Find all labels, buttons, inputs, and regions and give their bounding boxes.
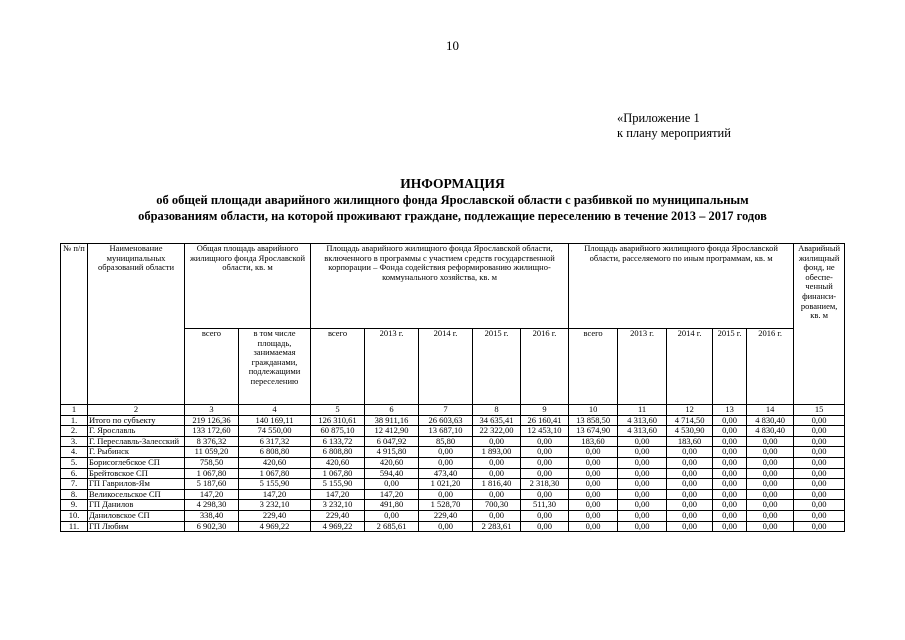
area-value: 6 902,30: [185, 521, 239, 532]
area-value: 4 714,50: [667, 415, 713, 426]
column-number: 5: [311, 405, 365, 416]
row-number: 7.: [61, 479, 88, 490]
row-number: 9.: [61, 500, 88, 511]
area-value: 0,00: [569, 457, 618, 468]
area-value: 3 232,10: [311, 500, 365, 511]
area-value: 0,00: [667, 479, 713, 490]
area-value: 1 067,80: [311, 468, 365, 479]
area-value: 0,00: [667, 489, 713, 500]
header-other-2014: 2014 г.: [667, 329, 713, 405]
area-value: 0,00: [713, 436, 747, 447]
area-value: 38 911,16: [365, 415, 419, 426]
area-value: 0,00: [747, 457, 794, 468]
area-value: 0,00: [365, 510, 419, 521]
area-value: 4 969,22: [239, 521, 311, 532]
document-title: [0, 176, 905, 224]
area-value: 147,20: [185, 489, 239, 500]
row-number: 3.: [61, 436, 88, 447]
title-line-2: об общей площади аварийного жилищного фонда Ярославской области с разбивкой по муниципальным: [156, 193, 749, 207]
row-number: 8.: [61, 489, 88, 500]
title-line-3: образованиям области, на которой проживают граждане, подлежащие переселению в течение 2013 – 2017 годов: [138, 209, 767, 223]
area-value: 0,00: [794, 500, 845, 511]
header-no-funding: Аварийный жилищный фонд, не обеспе-ченный финанси-рованием, кв. м: [794, 244, 845, 405]
municipality-name: ГП Любим: [88, 521, 185, 532]
table-row: [61, 521, 845, 532]
area-value: 6 808,80: [311, 447, 365, 458]
area-value: 0,00: [473, 489, 521, 500]
area-value: 0,00: [667, 500, 713, 511]
area-value: 0,00: [794, 436, 845, 447]
area-value: 1 021,20: [419, 479, 473, 490]
area-value: 0,00: [473, 457, 521, 468]
area-value: 2 318,30: [521, 479, 569, 490]
area-value: 4 915,80: [365, 447, 419, 458]
header-fund-area: Площадь аварийного жилищного фонда Ярославской области, включенного в программы с участием средств государственной корпорации – Фонда содействия реформированию жилищно-коммунального хозяйства, кв. м: [311, 244, 569, 329]
area-value: 0,00: [713, 426, 747, 437]
area-value: 700,30: [473, 500, 521, 511]
table-row: [61, 426, 845, 437]
area-value: 0,00: [521, 457, 569, 468]
area-value: 0,00: [569, 468, 618, 479]
area-value: 0,00: [667, 457, 713, 468]
area-value: 34 635,41: [473, 415, 521, 426]
area-value: 0,00: [794, 489, 845, 500]
area-value: 0,00: [747, 447, 794, 458]
title-main: ИНФОРМАЦИЯ: [400, 176, 505, 191]
area-value: 0,00: [419, 457, 473, 468]
area-value: 0,00: [569, 447, 618, 458]
area-value: 0,00: [618, 500, 667, 511]
row-number: 10.: [61, 510, 88, 521]
area-value: 0,00: [747, 521, 794, 532]
area-value: 13 858,50: [569, 415, 618, 426]
area-value: 0,00: [794, 510, 845, 521]
area-value: 0,00: [569, 489, 618, 500]
area-value: 2 685,61: [365, 521, 419, 532]
area-value: 4 830,40: [747, 415, 794, 426]
area-value: 0,00: [618, 447, 667, 458]
area-value: 0,00: [667, 521, 713, 532]
area-value: 0,00: [521, 510, 569, 521]
column-number: 8: [473, 405, 521, 416]
row-number: 6.: [61, 468, 88, 479]
area-value: 4 313,60: [618, 415, 667, 426]
area-value: 0,00: [747, 436, 794, 447]
area-value: 0,00: [618, 468, 667, 479]
header-row-1: [61, 244, 845, 329]
area-value: 229,40: [239, 510, 311, 521]
area-value: 3 232,10: [239, 500, 311, 511]
area-value: 0,00: [521, 489, 569, 500]
area-value: 0,00: [747, 489, 794, 500]
table-row: [61, 457, 845, 468]
area-value: 219 126,36: [185, 415, 239, 426]
area-value: 1 528,70: [419, 500, 473, 511]
area-value: 1 067,80: [239, 468, 311, 479]
municipality-name: Г. Рыбинск: [88, 447, 185, 458]
area-value: 6 808,80: [239, 447, 311, 458]
area-value: 4 313,60: [618, 426, 667, 437]
table-row: [61, 415, 845, 426]
area-value: 12 412,90: [365, 426, 419, 437]
area-value: 147,20: [311, 489, 365, 500]
municipality-name: Г. Ярославль: [88, 426, 185, 437]
area-value: 0,00: [569, 510, 618, 521]
municipality-name: Даниловское СП: [88, 510, 185, 521]
table-row: [61, 500, 845, 511]
area-value: 0,00: [713, 500, 747, 511]
page-number: 10: [446, 38, 459, 53]
area-value: 0,00: [747, 510, 794, 521]
appendix-line-2: к плану мероприятий: [617, 126, 731, 140]
table-body: [61, 405, 845, 532]
header-other-2016: 2016 г.: [747, 329, 794, 405]
area-value: 22 322,00: [473, 426, 521, 437]
area-value: 0,00: [713, 510, 747, 521]
area-value: 2 283,61: [473, 521, 521, 532]
area-value: 0,00: [713, 457, 747, 468]
column-number: 6: [365, 405, 419, 416]
column-number: 1: [61, 405, 88, 416]
table-row: [61, 510, 845, 521]
area-value: 0,00: [713, 521, 747, 532]
area-value: 147,20: [239, 489, 311, 500]
area-value: 0,00: [419, 447, 473, 458]
header-fund-2013: 2013 г.: [365, 329, 419, 405]
header-name: Наименование муниципальных образований области: [88, 244, 185, 405]
area-value: 0,00: [794, 479, 845, 490]
area-value: 594,40: [365, 468, 419, 479]
area-value: 0,00: [794, 521, 845, 532]
row-number: 11.: [61, 521, 88, 532]
area-value: 85,80: [419, 436, 473, 447]
area-value: 0,00: [667, 447, 713, 458]
area-value: 0,00: [713, 447, 747, 458]
area-value: 60 875,10: [311, 426, 365, 437]
area-value: 0,00: [419, 489, 473, 500]
header-fund-2016: 2016 г.: [521, 329, 569, 405]
area-value: 0,00: [747, 468, 794, 479]
area-value: 74 550,00: [239, 426, 311, 437]
column-number: 2: [88, 405, 185, 416]
area-value: 0,00: [794, 447, 845, 458]
area-value: 473,40: [419, 468, 473, 479]
area-value: 4 969,22: [311, 521, 365, 532]
header-fund-2014: 2014 г.: [419, 329, 473, 405]
header-fund-2015: 2015 г.: [473, 329, 521, 405]
area-value: 126 310,61: [311, 415, 365, 426]
area-value: 5 187,60: [185, 479, 239, 490]
area-value: 0,00: [569, 479, 618, 490]
row-number: 4.: [61, 447, 88, 458]
area-value: 420,60: [365, 457, 419, 468]
area-value: 0,00: [618, 510, 667, 521]
area-value: 0,00: [794, 426, 845, 437]
area-value: 4 830,40: [747, 426, 794, 437]
header-other-total: всего: [569, 329, 618, 405]
area-value: 26 603,63: [419, 415, 473, 426]
area-value: 26 160,41: [521, 415, 569, 426]
column-number: 15: [794, 405, 845, 416]
area-value: 147,20: [365, 489, 419, 500]
row-number: 2.: [61, 426, 88, 437]
municipality-name: Итого по субъекту: [88, 415, 185, 426]
area-value: 8 376,32: [185, 436, 239, 447]
area-value: 420,60: [239, 457, 311, 468]
data-table: [60, 243, 845, 532]
row-number: 1.: [61, 415, 88, 426]
area-value: 338,40: [185, 510, 239, 521]
column-number-row: [61, 405, 845, 416]
area-value: 13 687,10: [419, 426, 473, 437]
appendix-reference: [617, 111, 731, 141]
municipality-name: Великосельское СП: [88, 489, 185, 500]
area-value: 0,00: [747, 479, 794, 490]
area-value: 0,00: [521, 468, 569, 479]
header-total: всего: [185, 329, 239, 405]
column-number: 11: [618, 405, 667, 416]
area-value: 0,00: [473, 436, 521, 447]
header-num: № п/п: [61, 244, 88, 405]
header-other-2013: 2013 г.: [618, 329, 667, 405]
area-value: 6 317,32: [239, 436, 311, 447]
area-value: 0,00: [618, 521, 667, 532]
header-other-area: Площадь аварийного жилищного фонда Ярославской области, расселяемого по иным программам, кв. м: [569, 244, 794, 329]
area-value: 6 047,92: [365, 436, 419, 447]
area-value: 0,00: [667, 468, 713, 479]
area-value: 12 453,10: [521, 426, 569, 437]
table-row: [61, 447, 845, 458]
column-number: 14: [747, 405, 794, 416]
header-other-2015: 2015 г.: [713, 329, 747, 405]
area-value: 0,00: [618, 436, 667, 447]
header-total-area: Общая площадь аварийного жилищного фонда Ярославской области, кв. м: [185, 244, 311, 329]
area-value: 183,60: [569, 436, 618, 447]
area-value: 0,00: [713, 468, 747, 479]
column-number: 9: [521, 405, 569, 416]
area-value: 491,80: [365, 500, 419, 511]
municipality-name: ГП Гаврилов-Ям: [88, 479, 185, 490]
appendix-line-1: «Приложение 1: [617, 111, 700, 125]
area-value: 0,00: [618, 489, 667, 500]
area-value: 229,40: [419, 510, 473, 521]
table-row: [61, 436, 845, 447]
area-value: 11 059,20: [185, 447, 239, 458]
municipality-name: Брейтовское СП: [88, 468, 185, 479]
column-number: 7: [419, 405, 473, 416]
area-value: 0,00: [419, 521, 473, 532]
area-value: 0,00: [713, 415, 747, 426]
area-value: 0,00: [794, 468, 845, 479]
municipality-name: Г. Переславль-Залесский: [88, 436, 185, 447]
area-value: 0,00: [365, 479, 419, 490]
area-value: 5 155,90: [311, 479, 365, 490]
area-value: 0,00: [569, 500, 618, 511]
area-value: 420,60: [311, 457, 365, 468]
municipality-name: ГП Данилов: [88, 500, 185, 511]
area-value: 13 674,90: [569, 426, 618, 437]
table-row: [61, 479, 845, 490]
area-value: 0,00: [521, 521, 569, 532]
area-value: 5 155,90: [239, 479, 311, 490]
area-value: 1 067,80: [185, 468, 239, 479]
area-value: 0,00: [473, 510, 521, 521]
area-value: 4 530,90: [667, 426, 713, 437]
area-value: 183,60: [667, 436, 713, 447]
header-occupied: в том числе площадь, занимаемая гражданами, подлежащими переселению: [239, 329, 311, 405]
area-value: 0,00: [747, 500, 794, 511]
area-value: 229,40: [311, 510, 365, 521]
area-value: 0,00: [618, 479, 667, 490]
area-value: 0,00: [618, 457, 667, 468]
column-number: 13: [713, 405, 747, 416]
area-value: 0,00: [794, 457, 845, 468]
column-number: 12: [667, 405, 713, 416]
municipality-name: Борисоглебское СП: [88, 457, 185, 468]
area-value: 0,00: [521, 447, 569, 458]
area-value: 0,00: [667, 510, 713, 521]
area-value: 0,00: [713, 489, 747, 500]
area-value: 758,50: [185, 457, 239, 468]
area-value: 0,00: [473, 468, 521, 479]
area-value: 1 893,00: [473, 447, 521, 458]
area-value: 0,00: [521, 436, 569, 447]
area-value: 4 298,30: [185, 500, 239, 511]
row-number: 5.: [61, 457, 88, 468]
area-value: 140 169,11: [239, 415, 311, 426]
table-row: [61, 468, 845, 479]
area-value: 0,00: [569, 521, 618, 532]
area-value: 6 133,72: [311, 436, 365, 447]
area-value: 0,00: [713, 479, 747, 490]
header-fund-total: всего: [311, 329, 365, 405]
column-number: 10: [569, 405, 618, 416]
area-value: 0,00: [794, 415, 845, 426]
area-value: 1 816,40: [473, 479, 521, 490]
area-value: 511,30: [521, 500, 569, 511]
table-row: [61, 489, 845, 500]
column-number: 4: [239, 405, 311, 416]
column-number: 3: [185, 405, 239, 416]
area-value: 133 172,60: [185, 426, 239, 437]
